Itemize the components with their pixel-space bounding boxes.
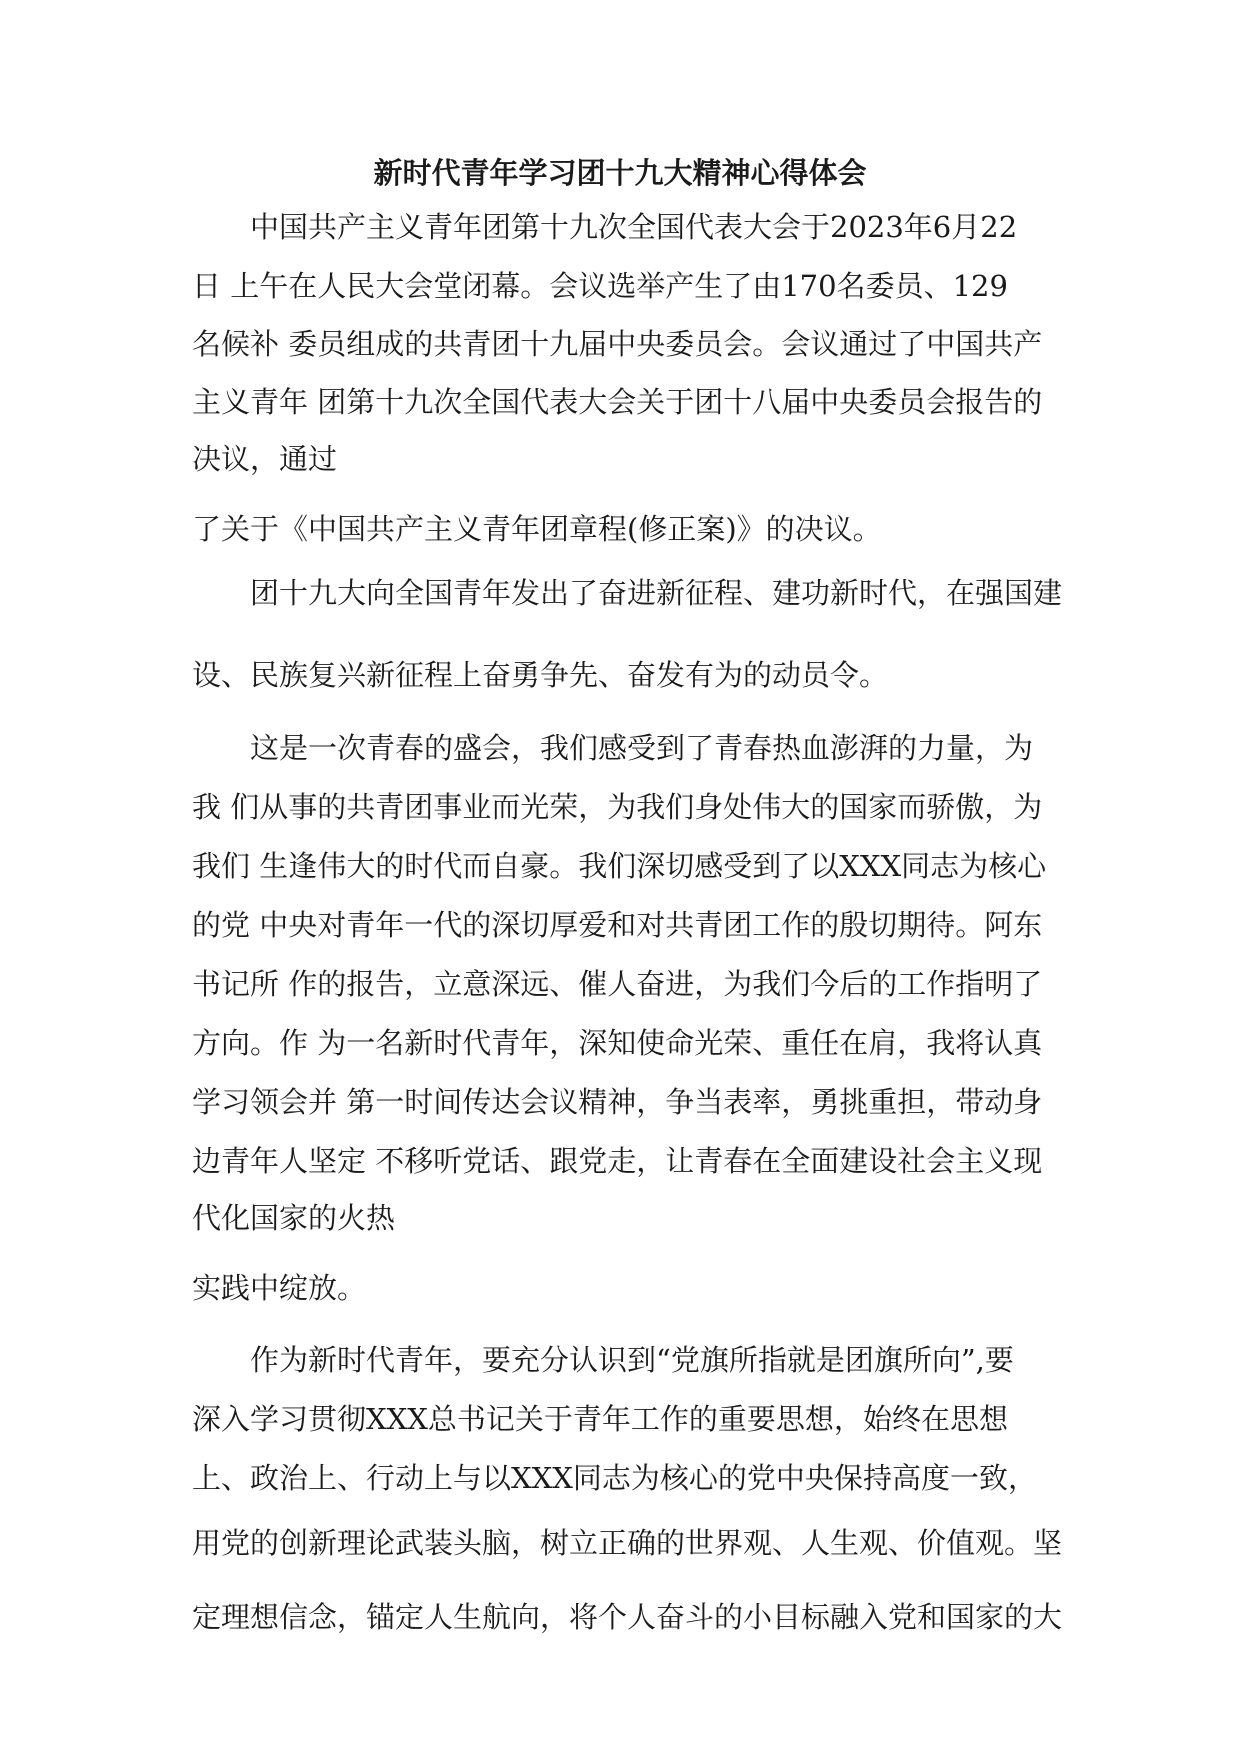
- paragraph-line: 日 上午在人民大会堂闭幕。会议选举产生了由170名委员、129: [192, 269, 1008, 303]
- paragraph-line: 实践中绽放。: [192, 1271, 367, 1305]
- paragraph-line: 方向。作 为一名新时代青年，深知使命光荣、重任在肩，我将认真: [192, 1026, 1043, 1060]
- paragraph-line: 代化国家的火热: [192, 1201, 396, 1235]
- paragraph-line: 设、民族复兴新征程上奋勇争先、奋发有为的动员令。: [192, 658, 889, 692]
- paragraph-line: 决议，通过: [192, 442, 338, 476]
- paragraph-line: 的党 中央对青年一代的深切厚爱和对共青团工作的殷切期待。阿东: [192, 908, 1043, 942]
- paragraph-line: 团十九大向全国青年发出了奋进新征程、建功新时代，在强国建: [250, 576, 1063, 610]
- document-title: 新时代青年学习团十九大精神心得体会: [373, 156, 867, 190]
- paragraph-line: 学习领会并 第一时间传达会议精神，争当表率，勇挑重担，带动身: [192, 1085, 1043, 1119]
- paragraph-line: 名候补 委员组成的共青团十九届中央委员会。会议通过了中国共产: [192, 327, 1043, 361]
- paragraph-line: 定理想信念，锚定人生航向，将个人奋斗的小目标融入党和国家的大: [192, 1600, 1063, 1634]
- paragraph-line: 中国共产主义青年团第十九次全国代表大会于2023年6月22: [250, 210, 1018, 244]
- paragraph-line: 深入学习贯彻XXX总书记关于青年工作的重要思想，始终在思想: [192, 1402, 1008, 1436]
- paragraph-line: 作为新时代青年，要充分认识到“党旗所指就是团旗所向”,要: [250, 1343, 1014, 1377]
- paragraph-line: 用党的创新理论武装头脑，树立正确的世界观、人生观、价值观。坚: [192, 1526, 1063, 1560]
- paragraph-line: 我 们从事的共青团事业而光荣，为我们身处伟大的国家而骄傲，为: [192, 790, 1043, 824]
- paragraph-line: 主义青年 团第十九次全国代表大会关于团十八届中央委员会报告的: [192, 385, 1043, 419]
- paragraph-line: 书记所 作的报告，立意深远、催人奋进，为我们今后的工作指明了: [192, 967, 1043, 1001]
- paragraph-line: 我们 生逢伟大的时代而自豪。我们深切感受到了以XXX同志为核心: [192, 849, 1047, 883]
- paragraph-line: 了关于《中国共产主义青年团章程(修正案)》的决议。: [192, 512, 882, 546]
- paragraph-line: 上、政治上、行动上与以XXX同志为核心的党中央保持高度一致，: [192, 1461, 1037, 1495]
- paragraph-line: 边青年人坚定 不移听党话、跟党走，让青春在全面建设社会主义现: [192, 1144, 1043, 1178]
- paragraph-line: 这是一次青春的盛会，我们感受到了青春热血澎湃的力量，为: [250, 731, 1034, 765]
